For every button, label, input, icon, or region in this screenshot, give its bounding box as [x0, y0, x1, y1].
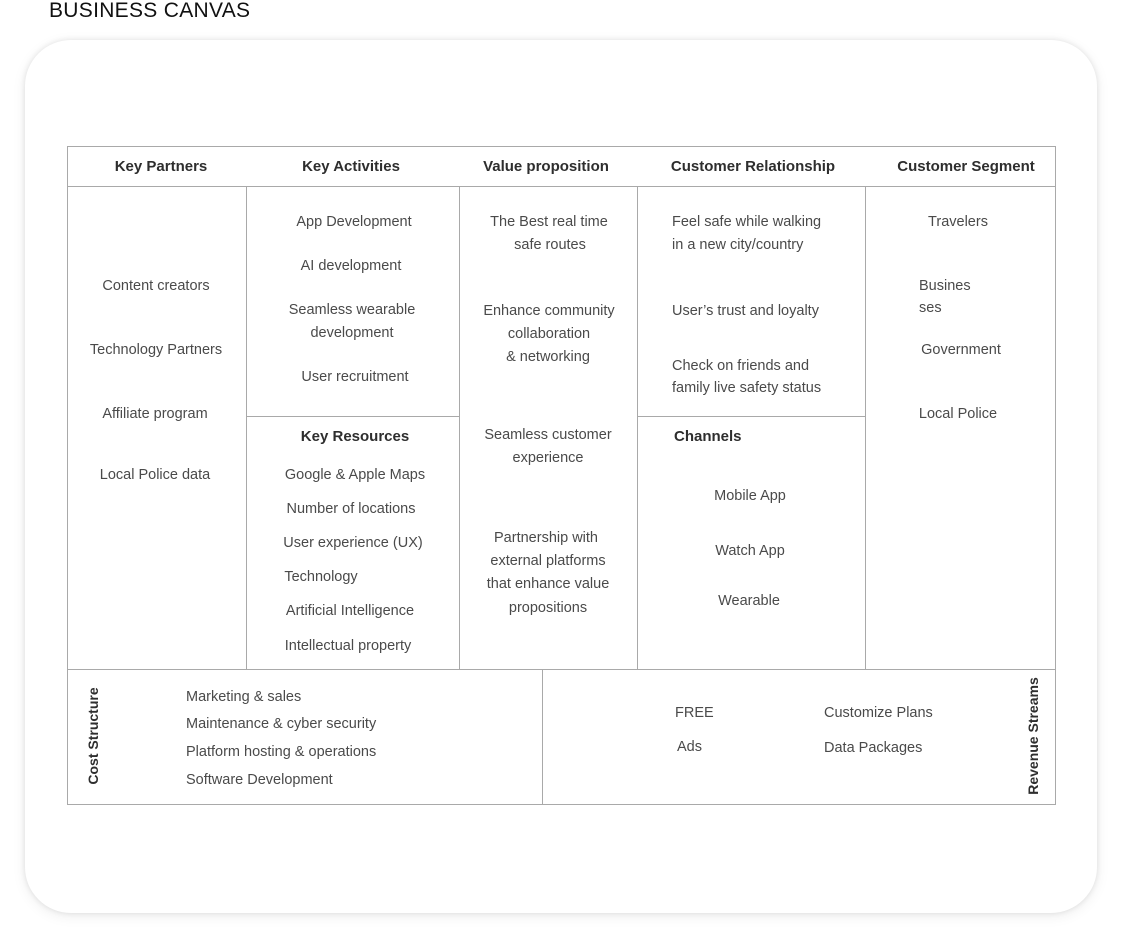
header-channels: Channels: [674, 428, 742, 445]
grid-line-bottom: [67, 804, 1056, 805]
customer-relationship-line: family live safety status: [672, 380, 822, 396]
cost-item: Marketing & sales: [186, 689, 302, 705]
header-key-resources: Key Resources: [300, 428, 410, 445]
value-proposition-line: Seamless customer: [484, 427, 612, 443]
key-resource-item: Technology: [284, 569, 358, 585]
key-activity-item: Seamless wearable: [288, 302, 416, 318]
header-revenue-streams: Revenue Streams: [1025, 677, 1041, 795]
header-value-proposition: Value proposition: [483, 158, 609, 175]
header-customer-segment: Customer Segment: [897, 158, 1035, 175]
cost-item: Maintenance & cyber security: [186, 716, 377, 732]
grid-line-col3: [637, 186, 638, 669]
key-resource-item: User experience (UX): [283, 535, 423, 551]
header-key-activities: Key Activities: [302, 158, 400, 175]
grid-line-top: [67, 146, 1056, 147]
value-proposition-line: Partnership with: [494, 530, 598, 546]
key-resource-item: Google & Apple Maps: [284, 467, 426, 483]
value-proposition-line: & networking: [506, 349, 590, 365]
key-resource-item: Intellectual property: [284, 638, 412, 654]
key-resource-item: Artificial Intelligence: [285, 603, 415, 619]
value-proposition-line: external platforms: [490, 553, 606, 569]
grid-line-activities-resources: [246, 416, 459, 417]
value-proposition-line: The Best real time: [490, 214, 608, 230]
customer-segment-item: Local Police: [918, 406, 998, 422]
grid-line-right: [1055, 146, 1056, 805]
key-activity-item: AI development: [300, 258, 402, 274]
revenue-item: Ads: [677, 739, 702, 755]
key-activity-item: development: [310, 325, 394, 341]
key-activity-item: App Development: [296, 214, 412, 230]
revenue-item: Data Packages: [824, 740, 923, 756]
grid-line-bottom-section: [67, 669, 1056, 670]
key-partner-item: Affiliate program: [102, 406, 208, 422]
key-resource-item: Number of locations: [286, 501, 416, 517]
customer-relationship-line: in a new city/country: [672, 237, 804, 253]
value-proposition-line: collaboration: [507, 326, 591, 342]
key-partner-item: Technology Partners: [89, 342, 223, 358]
cost-item: Platform hosting & operations: [186, 744, 377, 760]
revenue-item: Customize Plans: [824, 705, 933, 721]
value-proposition-line: that enhance value: [486, 576, 610, 592]
value-proposition-line: propositions: [508, 600, 588, 616]
customer-segment-item: Busines: [919, 278, 971, 294]
channel-item: Watch App: [715, 543, 785, 559]
header-customer-relationship: Customer Relationship: [670, 158, 836, 175]
grid-line-header: [67, 186, 1056, 187]
cost-item: Software Development: [186, 772, 333, 788]
customer-segment-item: Government: [921, 342, 1001, 358]
customer-segment-item: ses: [919, 300, 942, 316]
value-proposition-line: safe routes: [514, 237, 586, 253]
grid-line-cost-revenue: [542, 669, 543, 805]
customer-relationship-line: Check on friends and: [672, 358, 810, 374]
customer-relationship-line: User’s trust and loyalty: [672, 303, 819, 319]
business-model-canvas: [67, 146, 1056, 805]
header-key-partners: Key Partners: [114, 158, 208, 175]
customer-segment-item: Travelers: [928, 214, 988, 230]
key-activity-item: User recruitment: [301, 369, 409, 385]
value-proposition-line: Enhance community: [483, 303, 615, 319]
page-title: BUSINESS CANVAS: [49, 0, 251, 22]
grid-line-left: [67, 146, 68, 805]
value-proposition-line: experience: [512, 450, 584, 466]
revenue-item: FREE: [675, 705, 714, 721]
grid-line-relationship-channels: [637, 416, 865, 417]
key-partner-item: Local Police data: [99, 467, 211, 483]
grid-line-col1: [246, 186, 247, 669]
header-cost-structure: Cost Structure: [85, 687, 101, 785]
customer-relationship-line: Feel safe while walking: [672, 214, 822, 230]
channel-item: Wearable: [718, 593, 780, 609]
key-partner-item: Content creators: [102, 278, 210, 294]
grid-line-col2: [459, 186, 460, 669]
channel-item: Mobile App: [714, 488, 786, 504]
grid-line-col4: [865, 186, 866, 669]
